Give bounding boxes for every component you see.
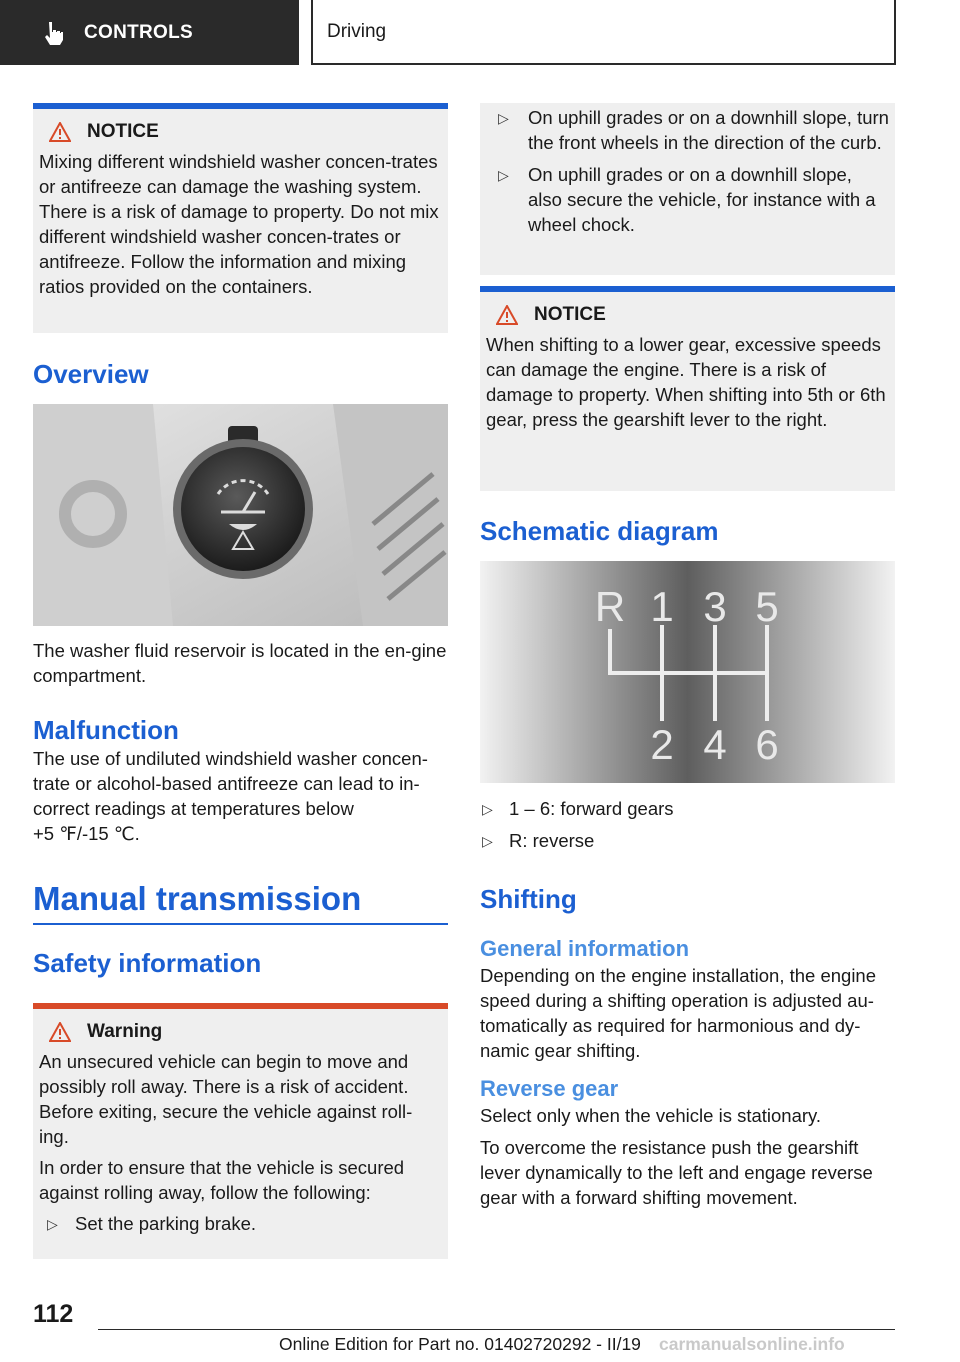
gear-schematic-image [480,561,895,783]
gear-label-r: R [594,583,626,630]
notice-text: Mixing different windshield washer concen-trates or antifreeze can damage the washing system. There is a risk of damage to property. Do not mix different windshield washer concen-trates or antifreeze. Follow the information and mixing ratios provided on the containers. [39,151,439,297]
footer-divider [98,1329,895,1330]
triangle-bullet-icon: ▷ [47,1216,58,1232]
chapter-label: CONTROLS [84,21,194,43]
gear-label-2: 2 [650,721,674,768]
overview-heading: Overview [33,359,149,389]
list-item: ▷ R: reverse [480,828,895,853]
continued-warning-box [480,103,895,275]
washer-reservoir-image [33,404,448,626]
malfunction-text: The use of undiluted windshield washer concen-trate or alcohol-based antifreeze can lead to in-correct readings at temperatures below [33,748,428,819]
warning-triangle-icon [49,1022,71,1042]
shifting-heading: Shifting [480,884,577,914]
triangle-bullet-icon: ▷ [482,801,493,817]
warning-text-2: In order to ensure that the vehicle is secured against rolling away, follow the following: [39,1157,405,1203]
gears-list [480,796,895,853]
continued-list [486,105,889,237]
left-column [33,103,448,1259]
reverse-gear-text-1: Select only when the vehicle is stationary. [480,1105,822,1126]
page-number: 112 [33,1300,74,1328]
notice-text: When shifting to a lower gear, excessive speeds can damage the engine. There is a risk of damage to property. When shifting into 5th or 6th gear, press the gearshift lever to the right. [486,334,886,430]
warning-triangle-icon [496,305,518,325]
watermark: carmanualsonline.info [659,1334,845,1354]
reverse-gear-text-2: To overcome the resistance push the gearshift lever dynamically to the left and engage reverse gear with a forward shifting movement. [480,1137,873,1208]
general-information-text: Depending on the engine installation, the engine speed during a shifting operation is adjusted au-tomatically as required for harmonious and dy-namic gear shifting. [480,965,877,1061]
gear-label-1: 1 [650,583,674,630]
general-information-heading: General information [480,936,690,961]
warning-list [39,1211,442,1236]
list-item: ▷ On uphill grades or on a downhill slope, turn the front wheels in the direction of the curb. [498,107,889,153]
warning-triangle-icon [49,122,71,142]
warning-text-1: An unsecured vehicle can begin to move and possibly roll away. There is a risk of accident. Before exiting, secure the vehicle against roll-ing. [39,1051,413,1147]
reverse-gear-heading: Reverse gear [480,1076,619,1101]
chapter-tab [0,0,299,65]
right-column [480,103,895,1210]
notice-title: NOTICE [486,304,889,326]
edition-text: Online Edition for Part no. 01402720292 - II/19 [279,1334,641,1354]
list-item: ▷ On uphill grades or on a downhill slope, also secure the vehicle, for instance with a wheel chock. [498,164,876,235]
gear-label-6: 6 [755,721,779,768]
reservoir-text: The washer fluid reservoir is located in the en-gine compartment. [33,640,447,686]
notice-box [480,286,895,491]
notice-box [33,103,448,333]
list-item: ▷ 1 – 6: forward gears [480,796,895,821]
safety-heading: Safety information [33,948,262,978]
gear-label-3: 3 [703,583,727,630]
manual-transmission-heading: Manual transmission [33,879,448,925]
schematic-heading: Schematic diagram [480,516,719,546]
notice-title: NOTICE [39,121,442,143]
warning-title: Warning [39,1021,442,1043]
gear-label-5: 5 [755,583,779,630]
warning-box [33,1003,448,1259]
gear-label-4: 4 [703,721,727,768]
triangle-bullet-icon: ▷ [482,833,493,849]
list-item: ▷ Set the parking brake. [39,1211,442,1236]
triangle-bullet-icon: ▷ [498,167,509,183]
malfunction-temperature: +5 ℉/-15 ℃. [33,823,140,844]
section-title: Driving [311,0,896,65]
malfunction-heading: Malfunction [33,715,179,745]
hand-pointer-icon [40,20,66,46]
triangle-bullet-icon: ▷ [498,110,509,126]
